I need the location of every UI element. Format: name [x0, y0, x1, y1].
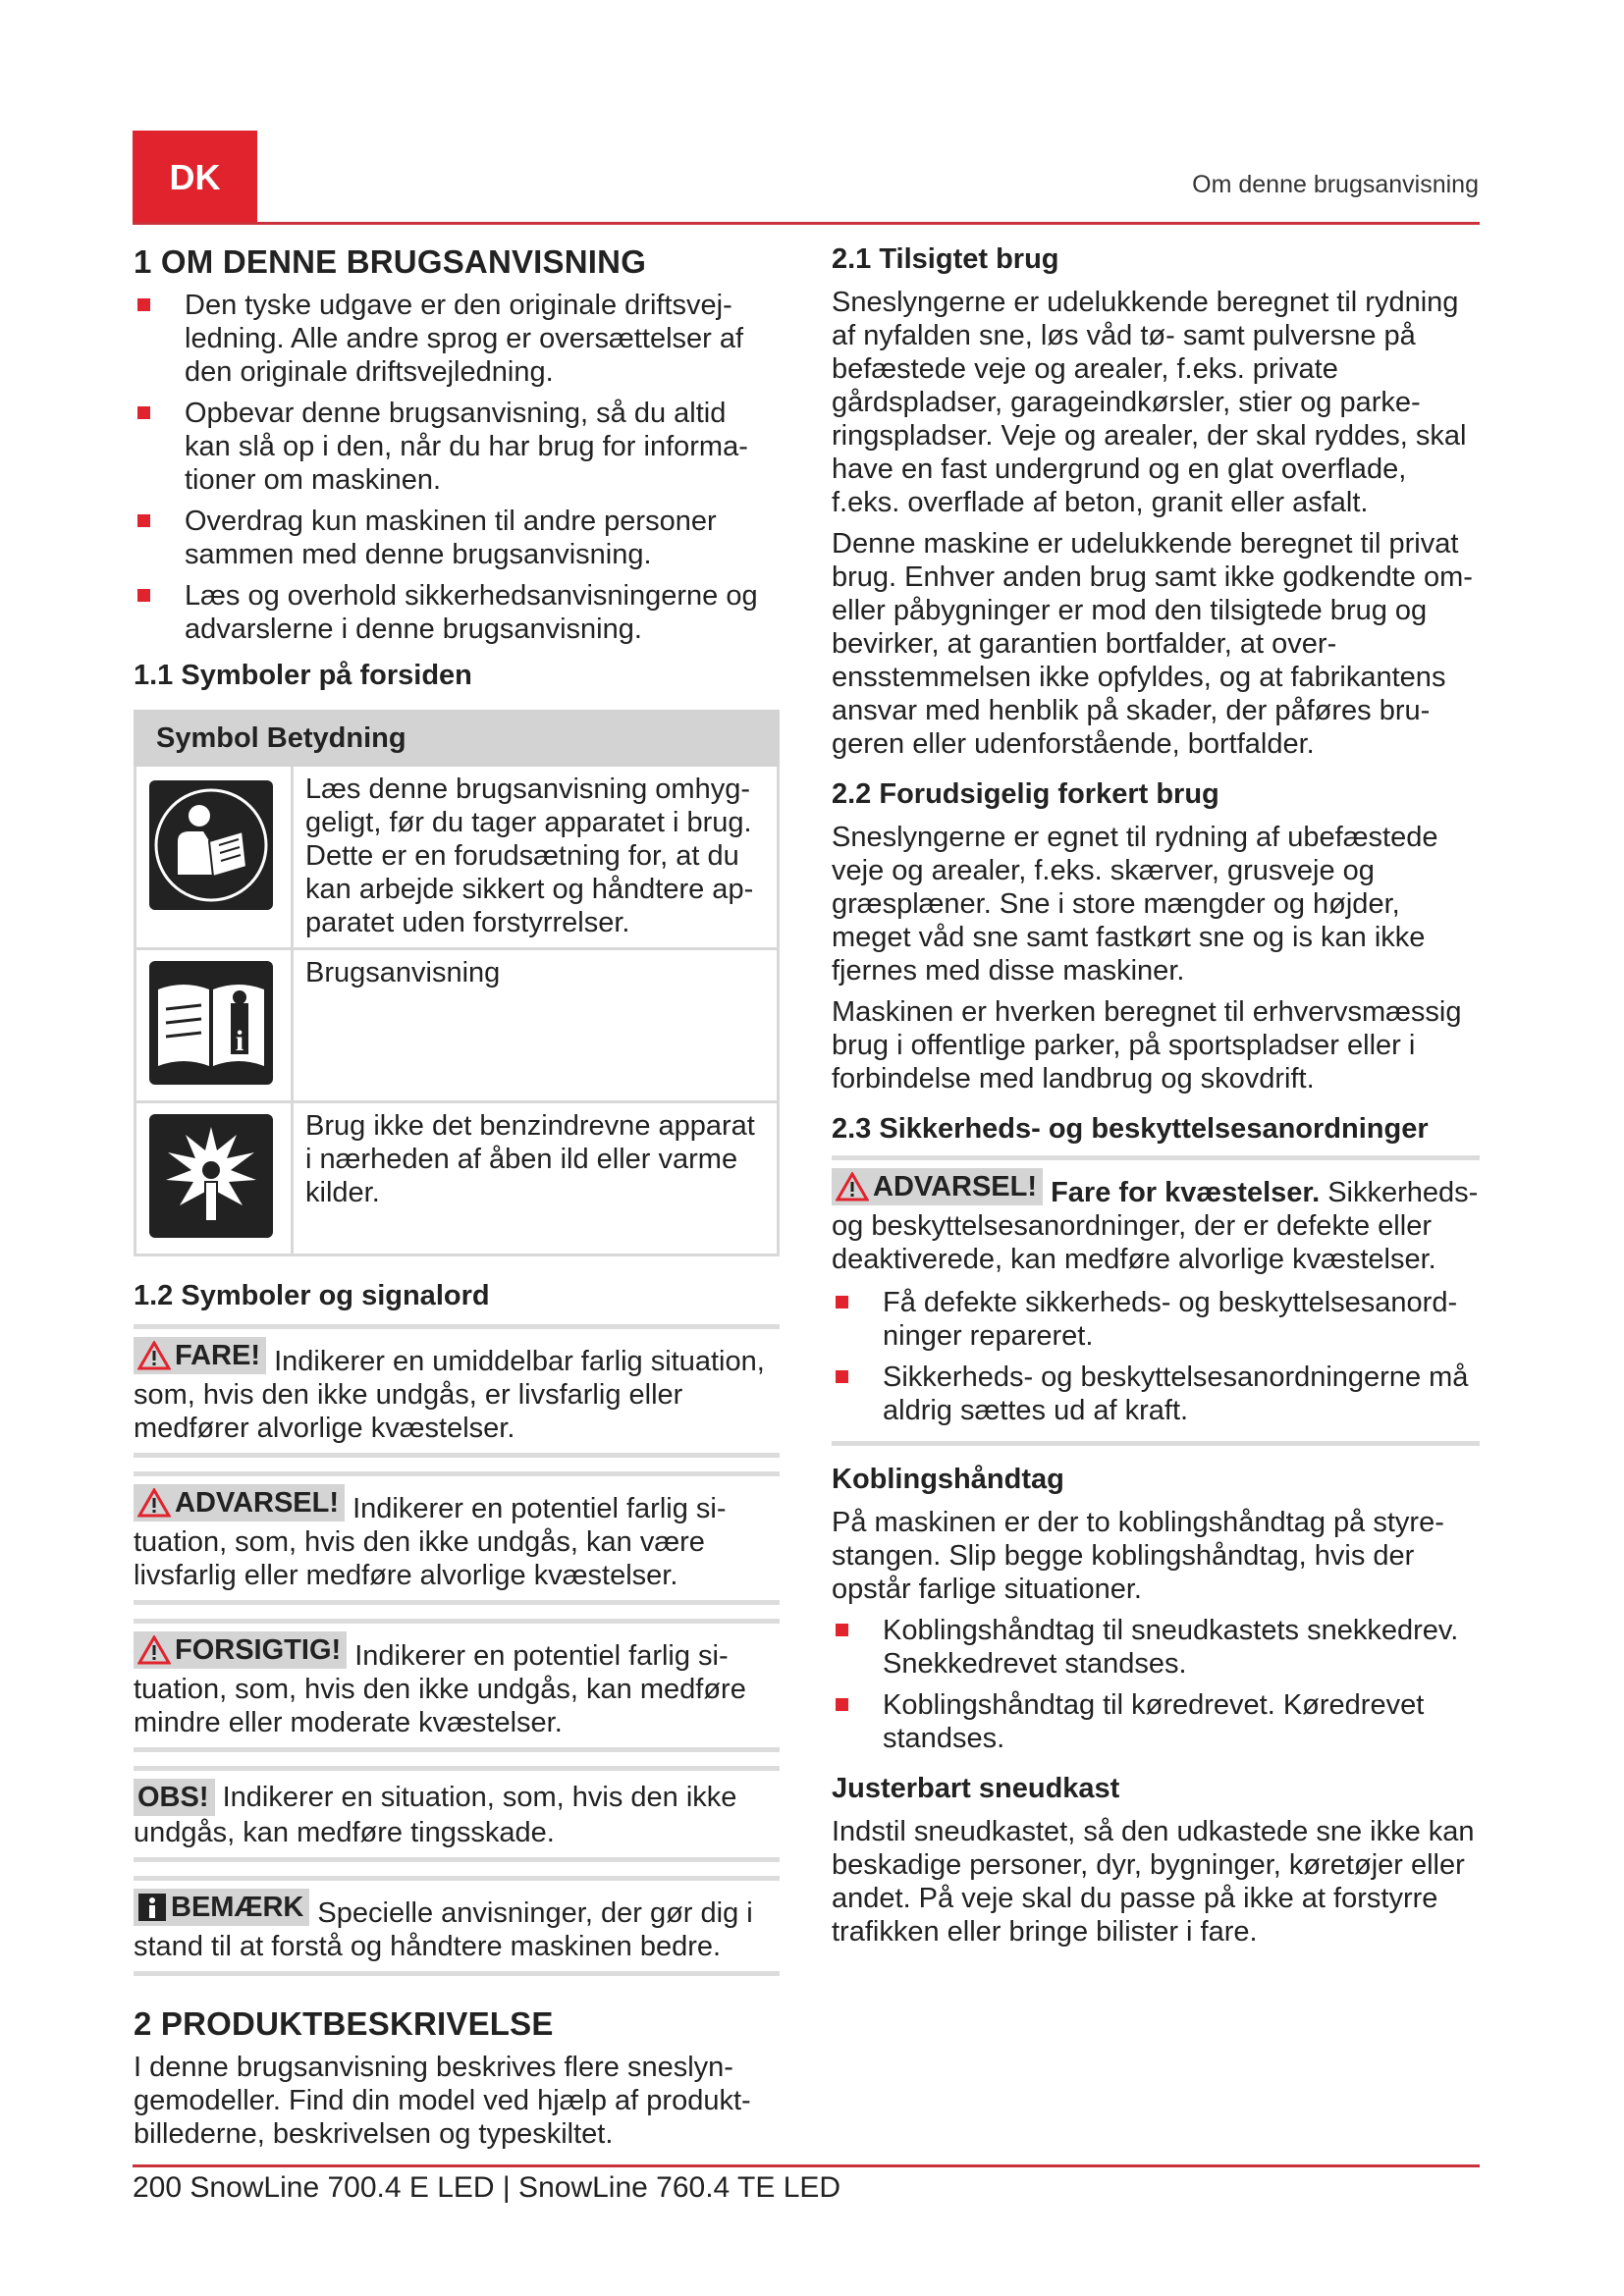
warning-text: Sikkerheds- og beskyttelsesanordninger, der er defekte eller deaktiverede, kan medføre alvorlige kvæstelser.	[832, 1177, 1479, 1275]
section-2-text: I denne brugsanvisning beskrives flere sneslyngemodeller. Find din model ved hjælp af produktbillederne, beskrivelsen og typeskiltet.	[134, 2052, 751, 2150]
signal-text: Indikerer en potentiel farlig situation, som, hvis den ikke undgås, kan medføre mindre eller moderate kvæstelser.	[134, 1640, 746, 1738]
signal-label: ADVARSEL!	[873, 1171, 1038, 1202]
signal-text: Indikerer en situation, som, hvis den ikke undgås, kan medføre tingsskade.	[134, 1782, 737, 1848]
coupling-bullets	[832, 1614, 1480, 1755]
section-1-heading: 1 OM DENNE BRUGSANVISNING	[134, 243, 647, 280]
right-column	[832, 243, 1480, 1956]
list-item: Koblingshåndtag til sneudkastets snekkedrev. Snekkedrevet standses.	[832, 1614, 1480, 1681]
no-open-fire-icon	[135, 1102, 293, 1255]
table-cell: Læs denne brugsanvisning omhyggeligt, før du tager apparatet i brug. Dette er en forudsætning for, at du kan arbejde sikkert og håndtere apparatet uden forstyrrelser.	[293, 766, 779, 949]
symbol-table	[134, 710, 780, 1256]
table-row	[135, 949, 779, 1102]
signal-tag	[134, 1631, 347, 1669]
header-rule	[133, 222, 1480, 225]
list-item: Koblingshåndtag til køredrevet. Køredrevet standses.	[832, 1688, 1480, 1755]
list-item: Sikkerheds- og beskyttelsesanordningerne må aldrig sættes ud af kraft.	[832, 1361, 1480, 1427]
section-1-1-heading: 1.1 Symboler på forsiden	[134, 660, 472, 691]
paragraph: Indstil sneudkastet, så den udkastede sne ikke kan beskadige personer, dyr, bygninger, køretøjer eller andet. På veje skal du passe på ikke at forstyrre trafikken eller bringe bilister i fare.	[832, 1816, 1475, 1948]
signal-label: BEMÆRK	[171, 1892, 304, 1923]
signal-text: Indikerer en potentiel farlig situation, som, hvis den ikke undgås, kan være livsfarlig eller medføre alvorlige kvæstelser.	[134, 1493, 727, 1591]
signal-caution	[134, 1619, 780, 1752]
list-item: Overdrag kun maskinen til andre personer sammen med denne brugsanvisning.	[134, 505, 780, 571]
signal-label: ADVARSEL!	[175, 1487, 340, 1519]
warning-triangle-icon	[137, 1341, 171, 1370]
page-footer: 200 SnowLine 700.4 E LED | SnowLine 760.4 TE LED	[133, 2171, 841, 2204]
signal-tag	[134, 1337, 266, 1374]
footer-rule	[133, 2164, 1480, 2167]
paragraph: På maskinen er der to koblingshåndtag på styrestangen. Slip begge koblingshåndtag, hvis der opstår farlige situationer.	[832, 1507, 1444, 1605]
signal-tag	[134, 1484, 345, 1522]
read-manual-icon	[135, 766, 293, 949]
safety-warning-box	[832, 1155, 1480, 1446]
intro-bullets	[134, 289, 780, 646]
coupling-heading: Koblingshåndtag	[832, 1464, 1064, 1495]
paragraph: Denne maskine er udelukkende beregnet til privat brug. Enhver anden brug samt ikke godkendte om- eller påbygninger er mod den tilsigtede brug og bevirker, at garantien bortfalder, at overensstemmelsen ikke opfyldes, og at fabrikantens ansvar med henblik på skader, der påføres brugeren eller udenforstående, bortfalder.	[832, 528, 1473, 760]
table-cell: Brugsanvisning	[293, 949, 779, 1102]
manual-info-icon	[135, 949, 293, 1102]
section-2-3-heading: 2.3 Sikkerheds- og beskyttelsesanordninger	[832, 1113, 1429, 1145]
table-header: Symbol Betydning	[135, 712, 779, 766]
list-item: Opbevar denne brugsanvisning, så du altid kan slå op i den, når du har brug for informationer om maskinen.	[134, 397, 780, 497]
warning-bold: Fare for kvæstelser.	[1051, 1177, 1321, 1208]
warning-paragraph	[832, 1168, 1480, 1276]
info-icon	[137, 1893, 167, 1922]
section-2-1-heading: 2.1 Tilsigtet brug	[832, 243, 1059, 275]
signal-tag	[832, 1168, 1043, 1205]
section-1-2-heading: 1.2 Symboler og signalord	[134, 1280, 490, 1311]
table-row	[135, 1102, 779, 1255]
left-column	[134, 243, 780, 2159]
language-tab: DK	[133, 131, 257, 225]
signal-label: OBS!	[137, 1782, 209, 1813]
warning-bullets	[832, 1286, 1480, 1427]
signal-note	[134, 1876, 780, 1976]
signal-label: FARE!	[175, 1340, 260, 1371]
running-header: Om denne brugsanvisning	[1192, 171, 1479, 198]
section-2-2-heading: 2.2 Forudsigelig forkert brug	[832, 778, 1219, 810]
signal-tag	[134, 1889, 309, 1926]
paragraph: Maskinen er hverken beregnet til erhvervsmæssig brug i offentlige parker, på sportspladser eller i forbindelse med landbrug og skovdrift.	[832, 996, 1462, 1095]
section-2-heading: 2 PRODUKTBESKRIVELSE	[134, 2005, 554, 2042]
table-row	[135, 766, 779, 949]
signal-danger	[134, 1324, 780, 1458]
warning-triangle-icon	[137, 1635, 171, 1665]
list-item: Læs og overhold sikkerhedsanvisningerne og advarslerne i denne brugsanvisning.	[134, 579, 780, 646]
warning-triangle-icon	[137, 1488, 171, 1518]
table-cell: Brug ikke det benzindrevne apparat i nærheden af åben ild eller varme kilder.	[293, 1102, 779, 1255]
signal-notice	[134, 1766, 780, 1862]
signal-text: Indikerer en umiddelbar farlig situation, som, hvis den ikke undgås, er livsfarlig eller medfører alvorlige kvæstelser.	[134, 1346, 765, 1444]
list-item: Få defekte sikkerheds- og beskyttelsesanordninger repareret.	[832, 1286, 1480, 1353]
paragraph: Sneslyngerne er egnet til rydning af ubefæstede veje og arealer, f.eks. skærver, grusveje og græsplæner. Sne i store mængder og højder, meget våd sne samt fastkørt sne og is kan ikke fjernes med disse maskiner.	[832, 822, 1438, 987]
warning-triangle-icon	[836, 1172, 869, 1201]
signal-text: Specielle anvisninger, der gør dig i stand til at forstå og håndtere maskinen bedre.	[134, 1897, 753, 1962]
paragraph: Sneslyngerne er udelukkende beregnet til rydning af nyfalden sne, løs våd tø- samt pulversne på befæstede veje og arealer, f.eks. private gårdspladser, garageindkørsler, stier og parkeringspladser. Veje og arealer, der skal ryddes, skal have en fast undergrund og en glat overflade, f.eks. overflade af beton, granit eller asfalt.	[832, 287, 1467, 518]
svg-text:i: i	[235, 1025, 244, 1057]
signal-warning	[134, 1471, 780, 1605]
signal-label: FORSIGTIG!	[175, 1634, 342, 1666]
list-item: Den tyske udgave er den originale driftsvejledning. Alle andre sprog er oversættelser af den originale driftsvejledning.	[134, 289, 780, 389]
signal-tag	[134, 1779, 215, 1816]
chute-heading: Justerbart sneudkast	[832, 1773, 1120, 1804]
